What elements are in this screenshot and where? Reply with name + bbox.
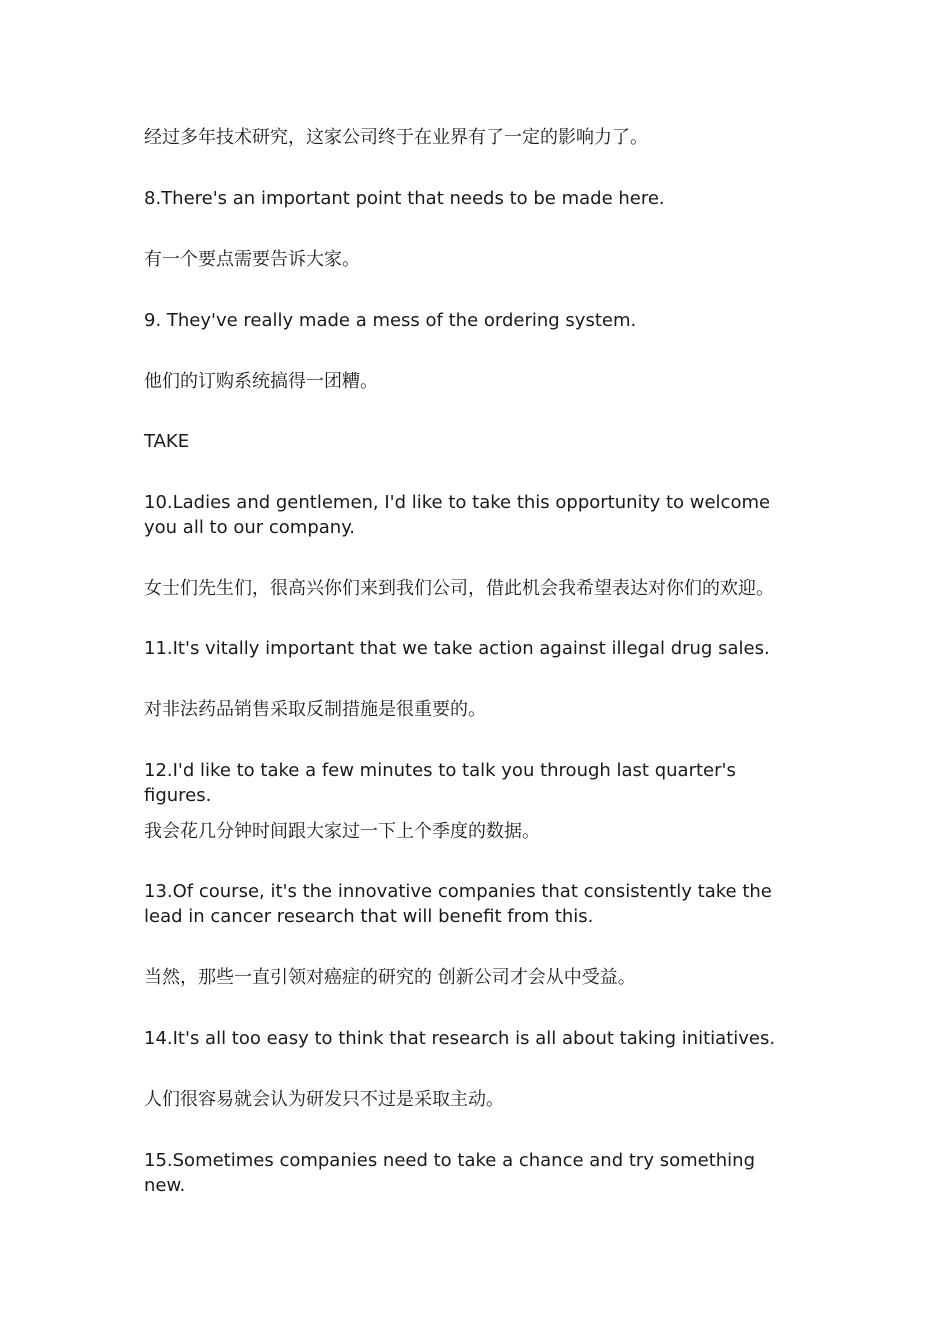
paragraph-sentence-11: 11.It's vitally important that we take action against illegal drug sales. [144, 638, 770, 659]
paragraph-sentence-15: 15.Sometimes companies need to take a chance and try something new. [144, 1150, 755, 1196]
paragraph-sentence-8: 8.There's an important point that needs to be made here. [144, 188, 665, 209]
paragraph-sentence-9: 9. They've really made a mess of the ordering system. [144, 310, 637, 331]
paragraph-translation-11: 对非法药品销售采取反制措施是很重要的。 [144, 699, 486, 720]
paragraph-sentence-14: 14.It's all too easy to think that research is all about taking initiatives. [144, 1028, 776, 1049]
section-heading-take: TAKE [144, 431, 190, 452]
paragraph-translation-8: 有一个要点需要告诉大家。 [144, 249, 360, 270]
paragraph-translation-9: 他们的订购系统搞得一团糟。 [144, 371, 378, 392]
paragraph-translation-12: 我会花几分钟时间跟大家过一下上个季度的数据。 [144, 821, 540, 842]
paragraph-translation-7: 经过多年技术研究，这家公司终于在业界有了一定的影响力了。 [144, 127, 648, 148]
paragraph-translation-13: 当然，那些一直引领对癌症的研究的 创新公司才会从中受益。 [144, 967, 636, 988]
paragraph-translation-10: 女士们先生们，很高兴你们来到我们公司，借此机会我希望表达对你们的欢迎。 [144, 578, 774, 599]
paragraph-sentence-13: 13.Of course, it's the innovative companies that consistently take the lead in cancer research that will benefit from this. [144, 881, 772, 927]
paragraph-sentence-10: 10.Ladies and gentlemen, I'd like to take this opportunity to welcome you all to our company. [144, 492, 771, 538]
paragraph-sentence-12: 12.I'd like to take a few minutes to talk you through last quarter's figures. [144, 760, 736, 806]
paragraph-translation-14: 人们很容易就会认为研发只不过是采取主动。 [144, 1089, 504, 1110]
